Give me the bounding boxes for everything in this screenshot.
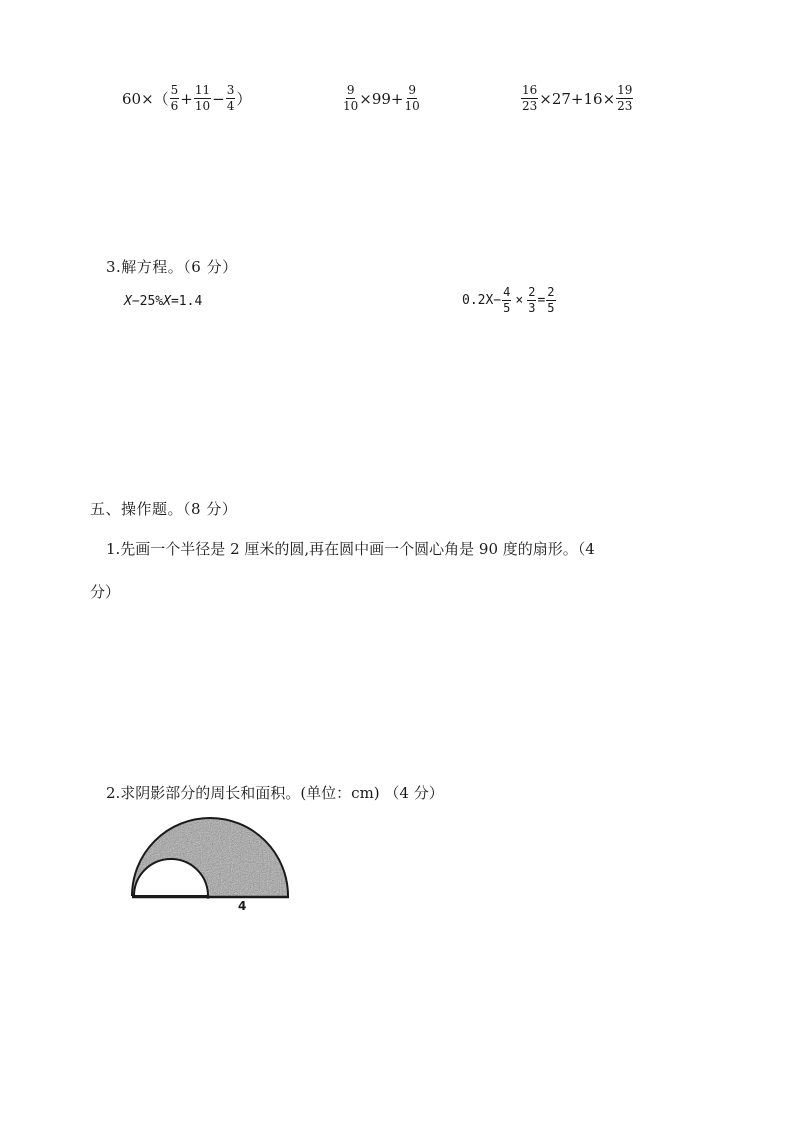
eq2-prefix: 0.2X− <box>462 293 502 308</box>
eq1-rest: =1.4 <box>170 294 203 309</box>
question-1-line-2: 分） <box>90 583 121 601</box>
denominator: 5 <box>503 301 511 315</box>
denominator: 10 <box>404 99 420 113</box>
fraction <box>405 84 420 113</box>
equation-1 <box>124 294 202 309</box>
numerator: 11 <box>194 83 211 97</box>
denominator: 3 <box>528 301 536 315</box>
fraction <box>226 84 236 113</box>
figure-dimension-label: 4 <box>238 899 247 913</box>
numerator: 9 <box>346 83 355 97</box>
eq1-middle: −25% <box>131 294 164 309</box>
shaded-region-figure <box>126 808 296 918</box>
operator: × <box>515 293 524 308</box>
numerator: 5 <box>170 83 179 97</box>
question-1-line-1: 1.先画一个半径是 2 厘米的圆,再在圆中画一个圆心角是 90 度的扇形。（4 <box>106 540 595 558</box>
section5-title: 五、操作题。（8 分） <box>90 500 238 518</box>
numerator: 2 <box>547 285 555 299</box>
denominator: 10 <box>343 99 359 113</box>
denominator: 5 <box>547 301 555 315</box>
denominator: 10 <box>194 99 211 113</box>
calc-expression-3 <box>520 84 634 113</box>
numerator: 3 <box>226 83 235 97</box>
numerator: 16 <box>522 83 538 97</box>
equals-sign: = <box>537 293 546 308</box>
section3-title: 3.解方程。（6 分） <box>106 258 238 276</box>
variable-x: X <box>163 294 171 309</box>
numerator: 2 <box>528 285 536 299</box>
center-point <box>206 895 210 899</box>
fraction <box>521 84 538 113</box>
calc-expression-1 <box>122 84 251 113</box>
numerator: 4 <box>503 285 511 299</box>
question-2-title: 2.求阴影部分的周长和面积。(单位：cm) （4 分） <box>106 784 444 802</box>
expr1-suffix: ） <box>236 90 252 108</box>
denominator: 23 <box>522 99 538 113</box>
fraction <box>502 286 511 315</box>
fraction <box>170 84 180 113</box>
expr3-middle: ×27+16× <box>539 89 616 108</box>
calc-expression-2 <box>342 84 421 113</box>
denominator: 6 <box>170 99 179 113</box>
equation-2 <box>462 286 557 315</box>
numerator: 9 <box>408 83 416 97</box>
expr1-prefix: 60×（ <box>122 90 169 108</box>
denominator: 23 <box>617 99 633 113</box>
operator: − <box>212 89 225 108</box>
fraction <box>527 286 536 315</box>
fraction <box>343 84 358 113</box>
variable-x: X <box>124 294 132 309</box>
fraction <box>194 84 211 113</box>
expr2-middle: ×99+ <box>359 89 404 108</box>
operator: + <box>180 89 193 108</box>
denominator: 4 <box>226 99 235 113</box>
fraction <box>616 84 633 113</box>
numerator: 19 <box>617 83 633 97</box>
fraction <box>546 286 555 315</box>
